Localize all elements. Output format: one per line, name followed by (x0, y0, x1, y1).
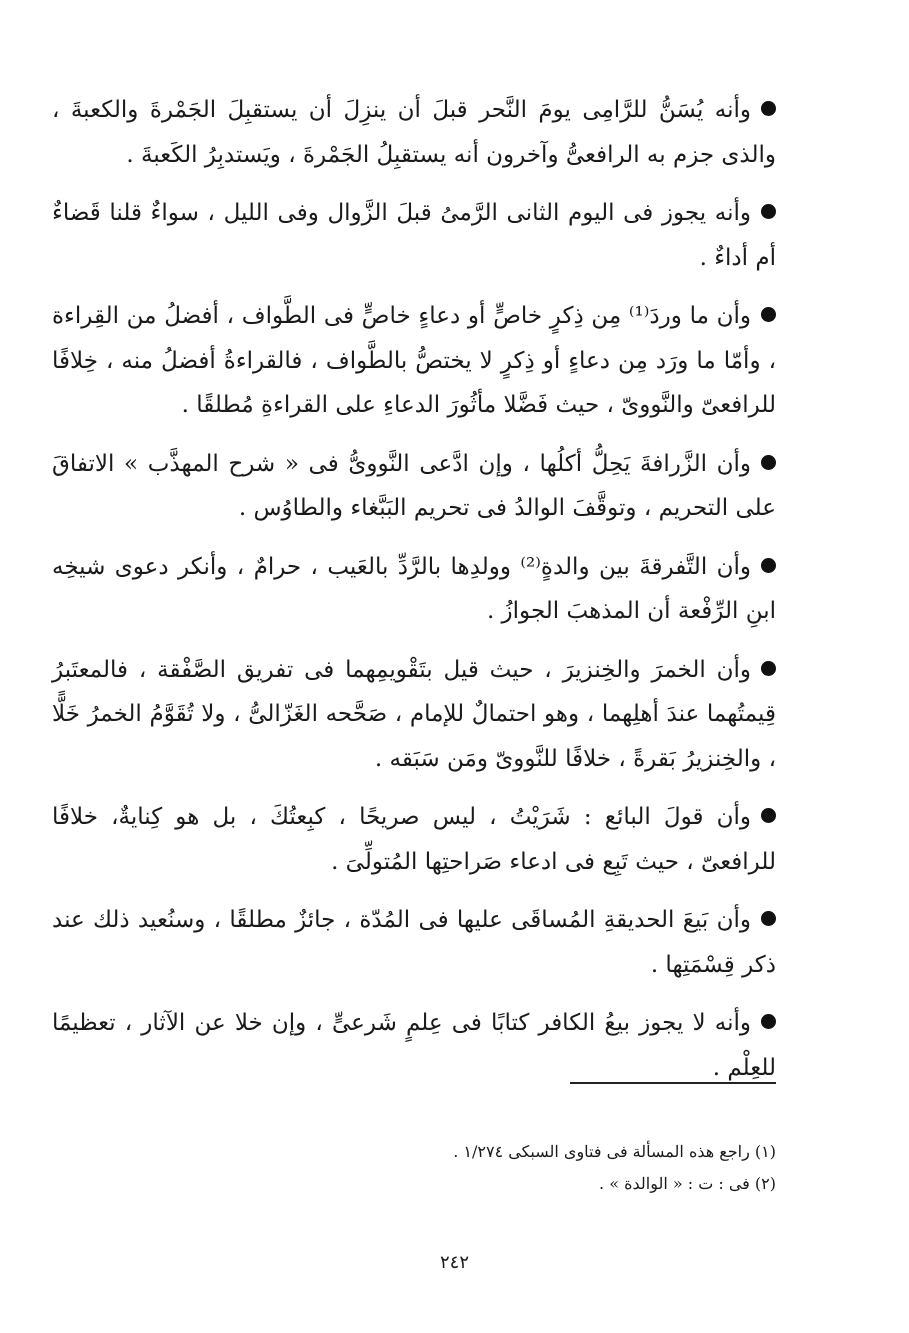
paragraph-5 (52, 545, 776, 634)
main-text-block (52, 88, 776, 1104)
paragraph-1 (52, 88, 776, 177)
paragraph-9 (52, 1001, 776, 1090)
footnote-divider (570, 1082, 776, 1084)
paragraph-text: وأنه يجوز فى اليوم الثانى الرَّمىُ قبلَ الزَّوال وفى الليل ، سواءٌ قلنا قَضاءٌ أم أداءٌ . (52, 200, 776, 271)
paragraph-text: وأن الزَّرافةَ يَحِلُّ أكلُها ، وإن ادَّعى النَّووىُّ فى « شرح المهذَّب » الاتفاقَ على التحريم ، وتوقَّفَ الوالدُ فى تحريم البَبَّغاء والطاوُس . (52, 450, 776, 521)
paragraph-text: وأن التَّفرقةَ بين والدةٍ⁽²⁾ وولدِها بالرَّدِّ بالعَيب ، حرامٌ ، وأنكر دعوى شيخِه ابنِ الرِّفْعة أن المذهبَ الجوازُ . (52, 553, 776, 624)
paragraph-2 (52, 191, 776, 280)
paragraph-6 (52, 648, 776, 782)
paragraph-7 (52, 795, 776, 884)
footnote-1: (١) راجع هذه المسألة فى فتاوى السبكى ١/٢٧٤ . (453, 1142, 776, 1161)
paragraph-8 (52, 898, 776, 987)
paragraph-text: وأن قولَ البائع : شَرَيْتُ ، ليس صريحًا ، كبِعتُكَ ، بل هو كِنايةٌ، خلافًا للرافعىّ ، حيث تَبِع فى ادعاء صَراحتِها المُتولِّىَ . (52, 804, 776, 875)
paragraph-text: وأنه لا يجوز بيعُ الكافر كتابًا فى عِلمٍ شَرعىٍّ ، وإن خلا عن الآثار ، تعظيمًا للعِلْم . (52, 1010, 776, 1081)
bullet-icon (761, 558, 776, 573)
page-number: ٢٤٢ (439, 1252, 469, 1273)
paragraph-text: وأن الخمرَ والخِنزيرَ ، حيث قيل بتَقْويمِهما فى تفريق الصَّفْقة ، فالمعتَبرُ قِيمتُهما عندَ أهلِهما ، وهو احتمالٌ للإمام ، صَحَّحه الغَزّالىُّ ، ولا تُقَوَّمُ الخمرُ خَلًّا ، والخِنزيرُ بَقرةً ، خلافًا للنَّووىّ ومَن سَبَقه . (52, 656, 776, 772)
bullet-icon (761, 808, 776, 823)
bullet-icon (761, 1014, 776, 1029)
paragraph-text: وأنه يُسَنُّ للرَّامِى يومَ النَّحر قبلَ أن ينزِلَ أن يستقبِلَ الجَمْرةَ والكعبةَ ، والذى جزم به الرافعىُّ وآخرون أنه يستقبِلُ الجَمْرةَ ، ويَستدبِرُ الكَعبةَ . (52, 97, 776, 168)
bullet-icon (761, 455, 776, 470)
paragraph-4 (52, 442, 776, 531)
bullet-icon (761, 101, 776, 116)
bullet-icon (761, 204, 776, 219)
footnote-2: (٢) فى : ت : « الوالدة » . (599, 1174, 776, 1193)
bullet-icon (761, 911, 776, 926)
paragraph-text: وأن ما وردَ⁽¹⁾ مِن ذِكرٍ خاصٍّ أو دعاءٍ خاصٍّ فى الطَّواف ، أفضلُ من القِراءة ، وأمّا ما ورَد مِن دعاءٍ أو ذِكرٍ لا يختصُّ بالطَّواف ، فالقراءةُ أفضلُ منه ، خِلافًا للرافعىّ والنَّووىّ ، حيث فَضَّلا مأثُورَ الدعاءِ على القراءةِ مُطلقًا . (52, 303, 776, 418)
bullet-icon (761, 307, 776, 322)
paragraph-text: وأن بَيعَ الحديقةِ المُساقَى عليها فى المُدّة ، جائزٌ مطلقًا ، وسنُعيد ذلك عند ذكر قِسْمَتِها . (52, 907, 776, 978)
paragraph-3 (52, 294, 776, 428)
bullet-icon (761, 661, 776, 676)
footnotes (52, 1136, 776, 1200)
